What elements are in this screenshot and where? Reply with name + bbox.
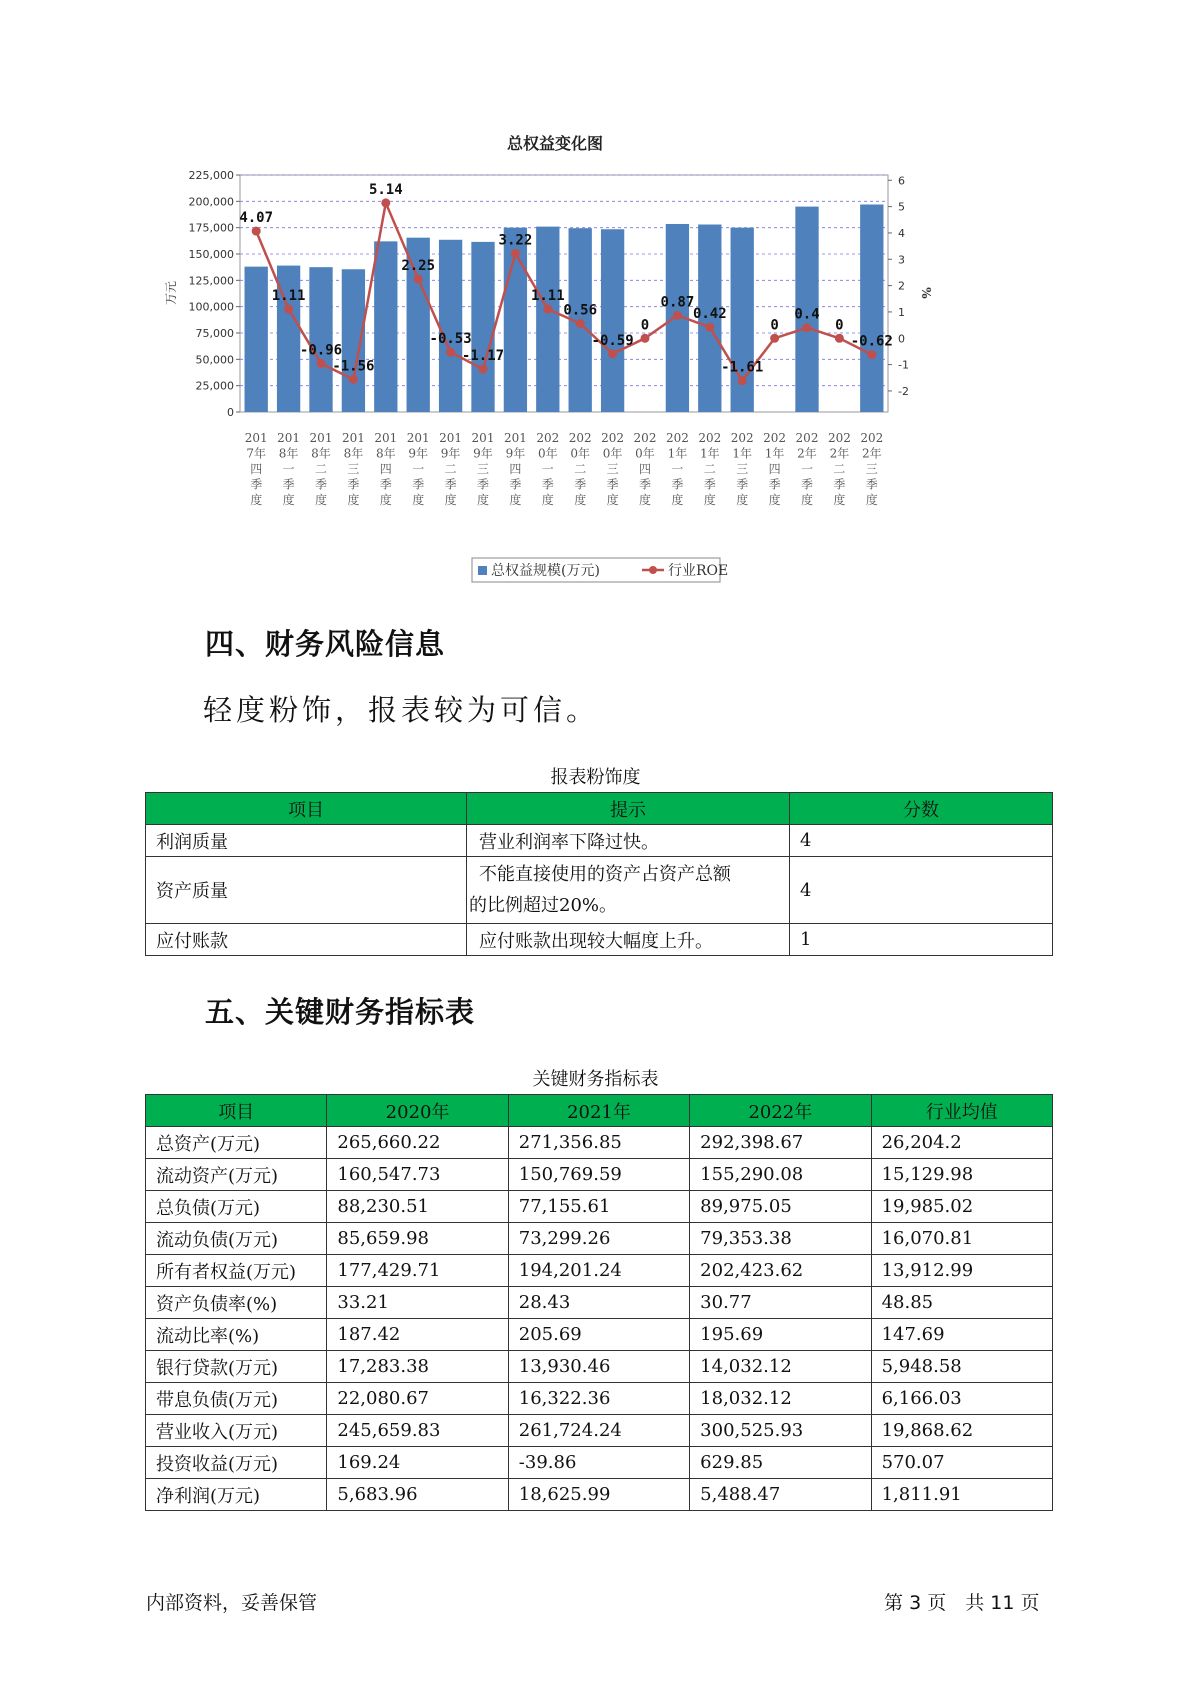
x-tick-label: 度 xyxy=(250,493,263,507)
roe-point xyxy=(446,348,455,357)
roe-point xyxy=(608,349,617,358)
table-cell: 77,155.61 xyxy=(508,1191,689,1223)
x-tick-label: 1年 xyxy=(764,446,785,461)
x-tick-label: 二 xyxy=(444,462,457,476)
roe-data-label: -1.17 xyxy=(461,348,505,365)
table-cell: 应付账款 xyxy=(146,924,467,956)
table-cell: 总资产(万元) xyxy=(146,1127,327,1159)
y2-tick-label: 0 xyxy=(898,332,905,346)
table-cell: 89,975.05 xyxy=(690,1191,871,1223)
y-tick-label: 75,000 xyxy=(195,327,234,340)
x-tick-label: 202 xyxy=(698,431,722,445)
table-cell: 202,423.62 xyxy=(690,1255,871,1287)
x-tick-label: 季 xyxy=(800,477,814,492)
roe-data-label: 0.87 xyxy=(660,294,695,311)
table-cell: 所有者权益(万元) xyxy=(146,1255,327,1287)
table-cell: 271,356.85 xyxy=(508,1127,689,1159)
roe-point xyxy=(284,305,293,314)
table-cell: 流动资产(万元) xyxy=(146,1159,327,1191)
x-tick-label: 9年 xyxy=(473,446,493,461)
table-cell: 292,398.67 xyxy=(690,1127,871,1159)
equity-change-chart xyxy=(150,135,970,595)
table-cell: 28.43 xyxy=(508,1287,689,1319)
table-cell: 19,868.62 xyxy=(871,1415,1052,1447)
table-cell: 160,547.73 xyxy=(327,1159,508,1191)
x-tick-label: 度 xyxy=(476,493,490,507)
bar xyxy=(374,241,397,412)
y-tick-label: 0 xyxy=(227,406,234,419)
x-tick-label: 度 xyxy=(412,493,425,507)
y2-tick-label: 6 xyxy=(898,174,905,188)
table-cell: 15,129.98 xyxy=(871,1159,1052,1191)
roe-data-label: 0.42 xyxy=(692,306,727,323)
table-cell: 总负债(万元) xyxy=(146,1191,327,1223)
roe-data-label: 0.56 xyxy=(563,302,598,319)
roe-point xyxy=(867,350,876,359)
x-tick-label: 季 xyxy=(379,477,392,492)
roe-data-label: 0 xyxy=(770,317,779,334)
x-tick-label: 二 xyxy=(314,462,328,476)
table-cell: 18,625.99 xyxy=(508,1479,689,1511)
x-tick-label: 201 xyxy=(439,431,463,445)
y-tick-label: 100,000 xyxy=(188,300,234,314)
x-tick-label: 季 xyxy=(574,477,587,492)
table-row xyxy=(146,1415,1053,1447)
x-tick-label: 一 xyxy=(800,462,814,476)
roe-data-label: -1.56 xyxy=(332,358,375,375)
y-tick-label: 175,000 xyxy=(188,221,234,235)
y2-tick-label: 4 xyxy=(898,226,905,240)
table-row xyxy=(146,857,1053,924)
x-tick-label: 度 xyxy=(703,493,716,507)
table-cell: 带息负债(万元) xyxy=(146,1383,327,1415)
table-row xyxy=(146,924,1053,956)
hint-text: 营业利润率下降过快。 xyxy=(479,831,659,853)
table-row xyxy=(146,1191,1053,1223)
y-tick-label: 150,000 xyxy=(188,248,234,261)
table-cell: 资产负债率(%) xyxy=(146,1287,327,1319)
x-tick-label: 201 xyxy=(471,431,495,445)
x-tick-label: 四 xyxy=(768,462,781,476)
roe-data-label: -1.61 xyxy=(721,359,764,376)
x-tick-label: 一 xyxy=(541,462,554,476)
table-cell: 5,683.96 xyxy=(327,1479,508,1511)
roe-point xyxy=(252,227,261,236)
bar xyxy=(471,242,494,412)
roe-data-label: -0.62 xyxy=(850,333,893,350)
x-tick-label: 季 xyxy=(250,477,263,492)
x-tick-label: 9年 xyxy=(505,446,526,461)
table-cell xyxy=(467,825,790,857)
x-tick-label: 201 xyxy=(503,431,527,445)
table-cell: 净利润(万元) xyxy=(146,1479,327,1511)
x-tick-label: 二 xyxy=(703,462,716,476)
table-cell: 1 xyxy=(790,924,1053,956)
y2-tick-label: -1 xyxy=(898,358,909,372)
roe-data-label: 0 xyxy=(640,317,650,334)
table-cell: 6,166.03 xyxy=(871,1383,1052,1415)
bar xyxy=(245,267,268,412)
x-tick-label: 季 xyxy=(541,477,554,492)
x-tick-label: 四 xyxy=(379,462,392,476)
table-cell: 169.24 xyxy=(327,1447,508,1479)
hint-text: 不能直接使用的资产占资产总额 xyxy=(479,864,731,885)
x-tick-label: 201 xyxy=(374,431,398,445)
key-indicators-table xyxy=(145,1094,1053,1511)
table-cell: 16,322.36 xyxy=(508,1383,689,1415)
table-cell: 银行贷款(万元) xyxy=(146,1351,327,1383)
x-tick-label: 2年 xyxy=(861,446,882,461)
table-cell: 33.21 xyxy=(327,1287,508,1319)
table-row xyxy=(146,1447,1053,1479)
x-tick-label: 202 xyxy=(860,431,884,445)
x-tick-label: 7年 xyxy=(246,446,267,461)
table-cell: 205.69 xyxy=(508,1319,689,1351)
x-tick-label: 度 xyxy=(282,493,295,507)
table-cell: 30.77 xyxy=(690,1287,871,1319)
x-tick-label: 度 xyxy=(379,493,392,507)
x-tick-label: 度 xyxy=(541,493,554,507)
x-tick-label: 季 xyxy=(314,477,328,492)
x-tick-label: 202 xyxy=(795,431,819,445)
roe-point xyxy=(511,249,520,258)
x-tick-label: 度 xyxy=(574,493,587,507)
table-cell: 147.69 xyxy=(871,1319,1052,1351)
roe-data-label: -0.59 xyxy=(591,332,634,349)
table-cell: 投资收益(万元) xyxy=(146,1447,327,1479)
x-tick-label: 202 xyxy=(601,431,625,445)
table-cell: 265,660.22 xyxy=(327,1127,508,1159)
table-cell: 流动比率(%) xyxy=(146,1319,327,1351)
legend-line-marker xyxy=(649,566,657,574)
x-tick-label: 四 xyxy=(509,462,522,476)
roe-data-label: 5.14 xyxy=(368,181,403,198)
column-header: 2022年 xyxy=(690,1095,871,1127)
table-cell: 5,488.47 xyxy=(690,1479,871,1511)
y-tick-label: 125,000 xyxy=(188,274,234,288)
table-cell: 13,930.46 xyxy=(508,1351,689,1383)
table-cell: 利润质量 xyxy=(146,825,467,857)
x-tick-label: 季 xyxy=(703,477,716,492)
table-row xyxy=(146,1223,1053,1255)
table-cell: 155,290.08 xyxy=(690,1159,871,1191)
x-tick-label: 季 xyxy=(509,477,522,492)
y-tick-label: 50,000 xyxy=(195,353,234,367)
x-tick-label: 度 xyxy=(800,493,814,507)
roe-point xyxy=(770,334,779,343)
x-tick-label: 三 xyxy=(865,462,878,476)
section-heading-risk: 四、财务风险信息 xyxy=(205,627,446,661)
x-tick-label: 8年 xyxy=(343,446,364,461)
x-tick-label: 度 xyxy=(768,493,781,507)
roe-point xyxy=(576,319,585,328)
table-cell: 177,429.71 xyxy=(327,1255,508,1287)
table-row xyxy=(146,1479,1053,1511)
table-cell: 79,353.38 xyxy=(690,1223,871,1255)
x-tick-label: 四 xyxy=(638,462,652,476)
bar xyxy=(601,229,624,412)
x-tick-label: 1年 xyxy=(699,446,720,461)
bar xyxy=(439,240,462,412)
table-cell: -39.86 xyxy=(508,1447,689,1479)
table-caption-indicators: 关键财务指标表 xyxy=(532,1069,659,1090)
table-cell: 4 xyxy=(790,825,1053,857)
table-row xyxy=(146,1287,1053,1319)
legend-line-label: 行业ROE xyxy=(668,563,729,579)
roe-point xyxy=(543,305,552,314)
x-tick-label: 202 xyxy=(665,431,689,445)
x-tick-label: 度 xyxy=(833,493,846,507)
x-tick-label: 一 xyxy=(412,462,425,476)
y2-axis-label: % xyxy=(919,287,933,299)
x-tick-label: 9年 xyxy=(408,446,429,461)
column-header: 项目 xyxy=(146,793,467,825)
table-row xyxy=(146,1127,1053,1159)
roe-point xyxy=(705,323,714,332)
roe-data-label: 4.07 xyxy=(239,210,274,227)
column-header: 提示 xyxy=(467,793,790,825)
table-row xyxy=(146,1319,1053,1351)
table-cell: 5,948.58 xyxy=(871,1351,1052,1383)
y2-tick-label: 3 xyxy=(898,253,905,267)
table-cell: 73,299.26 xyxy=(508,1223,689,1255)
bar xyxy=(536,227,559,412)
table-cell: 187.42 xyxy=(327,1319,508,1351)
table-caption-whitewash: 报表粉饰度 xyxy=(550,767,641,788)
x-tick-label: 2年 xyxy=(797,446,817,461)
x-tick-label: 四 xyxy=(250,462,263,476)
x-tick-label: 度 xyxy=(638,493,652,507)
x-tick-label: 三 xyxy=(606,462,619,476)
roe-data-label: 1.11 xyxy=(271,288,306,305)
x-tick-label: 8年 xyxy=(311,446,331,461)
column-header: 2021年 xyxy=(508,1095,689,1127)
page-number xyxy=(884,1588,1040,1615)
x-tick-label: 季 xyxy=(412,477,425,492)
table-cell: 4 xyxy=(790,857,1053,924)
x-tick-label: 季 xyxy=(736,477,749,492)
table-cell xyxy=(467,924,790,956)
x-tick-label: 1年 xyxy=(732,446,753,461)
table-cell: 195.69 xyxy=(690,1319,871,1351)
x-tick-label: 季 xyxy=(606,477,619,492)
x-tick-label: 0年 xyxy=(602,446,623,461)
table-cell: 营业收入(万元) xyxy=(146,1415,327,1447)
x-tick-label: 三 xyxy=(736,462,749,476)
roe-data-label: 3.22 xyxy=(498,232,533,249)
table-cell: 150,769.59 xyxy=(508,1159,689,1191)
x-tick-label: 201 xyxy=(244,431,268,445)
x-tick-label: 二 xyxy=(574,462,587,476)
table-cell: 17,283.38 xyxy=(327,1351,508,1383)
table-cell: 1,811.91 xyxy=(871,1479,1052,1511)
roe-data-label: -0.53 xyxy=(429,331,472,348)
x-tick-label: 202 xyxy=(633,431,657,445)
roe-data-label: 2.25 xyxy=(401,258,436,275)
table-cell: 194,201.24 xyxy=(508,1255,689,1287)
x-tick-label: 201 xyxy=(277,431,301,445)
footer-confidential: 内部资料，妥善保管 xyxy=(146,1592,318,1614)
bar xyxy=(309,267,332,412)
y2-tick-label: -2 xyxy=(898,384,909,398)
x-tick-label: 季 xyxy=(444,477,457,492)
roe-data-label: 1.11 xyxy=(530,288,565,305)
page-prefix: 第 xyxy=(884,1592,904,1614)
x-tick-label: 度 xyxy=(509,493,522,507)
x-tick-label: 季 xyxy=(768,477,781,492)
table-cell: 流动负债(万元) xyxy=(146,1223,327,1255)
table-cell: 16,070.81 xyxy=(871,1223,1052,1255)
table-cell: 18,032.12 xyxy=(690,1383,871,1415)
x-tick-label: 9年 xyxy=(440,446,461,461)
x-tick-label: 0年 xyxy=(537,446,558,461)
page-total: 11 xyxy=(990,1592,1015,1614)
column-header: 2020年 xyxy=(327,1095,508,1127)
table-cell: 300,525.93 xyxy=(690,1415,871,1447)
x-tick-label: 度 xyxy=(865,493,878,507)
roe-point xyxy=(803,323,812,332)
table-cell: 570.07 xyxy=(871,1447,1052,1479)
y-tick-label: 25,000 xyxy=(195,379,234,393)
roe-data-label: -0.96 xyxy=(299,342,343,359)
x-tick-label: 202 xyxy=(536,431,560,445)
table-cell: 48.85 xyxy=(871,1287,1052,1319)
chart-title: 总权益变化图 xyxy=(506,135,604,153)
legend-bar-swatch xyxy=(478,566,487,575)
x-tick-label: 202 xyxy=(568,431,592,445)
y2-tick-label: 2 xyxy=(898,279,905,293)
table-header-row xyxy=(146,793,1053,825)
table-row xyxy=(146,1383,1053,1415)
roe-point xyxy=(835,334,844,343)
table-cell: 14,032.12 xyxy=(690,1351,871,1383)
column-header: 项目 xyxy=(146,1095,327,1127)
column-header: 分数 xyxy=(790,793,1053,825)
x-tick-label: 202 xyxy=(730,431,754,445)
table-header-row xyxy=(146,1095,1053,1127)
x-tick-label: 201 xyxy=(341,431,365,445)
x-tick-label: 8年 xyxy=(375,446,396,461)
roe-point xyxy=(673,311,682,320)
x-tick-label: 度 xyxy=(606,493,619,507)
x-tick-label: 201 xyxy=(406,431,430,445)
x-tick-label: 8年 xyxy=(278,446,299,461)
table-cell: 88,230.51 xyxy=(327,1191,508,1223)
table-cell: 13,912.99 xyxy=(871,1255,1052,1287)
table-cell: 629.85 xyxy=(690,1447,871,1479)
table-row xyxy=(146,1351,1053,1383)
section-heading-key-indicators: 五、关键财务指标表 xyxy=(205,995,476,1029)
x-tick-label: 一 xyxy=(671,462,684,476)
x-tick-label: 202 xyxy=(827,431,851,445)
risk-summary: 轻度粉饰，报表较为可信。 xyxy=(203,693,600,727)
table-cell: 资产质量 xyxy=(146,857,467,924)
y-tick-label: 225,000 xyxy=(188,169,234,182)
x-tick-label: 2年 xyxy=(829,446,850,461)
roe-point xyxy=(414,275,423,284)
table-row xyxy=(146,825,1053,857)
x-tick-label: 季 xyxy=(638,477,652,492)
x-tick-label: 201 xyxy=(309,431,333,445)
roe-point xyxy=(641,334,650,343)
hint-text: 应付账款出现较大幅度上升。 xyxy=(479,930,713,952)
x-tick-label: 二 xyxy=(833,462,846,476)
x-tick-label: 三 xyxy=(347,462,360,476)
table-cell: 261,724.24 xyxy=(508,1415,689,1447)
y-tick-label: 200,000 xyxy=(188,195,234,209)
x-tick-label: 1年 xyxy=(667,446,688,461)
x-tick-label: 度 xyxy=(671,493,684,507)
hint-text: 的比例超过20%。 xyxy=(469,895,618,916)
x-tick-label: 季 xyxy=(476,477,490,492)
x-tick-label: 度 xyxy=(314,493,328,507)
roe-point xyxy=(738,376,747,385)
y2-tick-label: 1 xyxy=(898,305,905,319)
roe-point xyxy=(317,359,326,368)
bar xyxy=(860,204,883,412)
x-tick-label: 202 xyxy=(763,431,787,445)
y-axis-label: 万元 xyxy=(164,280,178,306)
page-middle: 页 共 xyxy=(927,1592,985,1614)
x-tick-label: 三 xyxy=(476,462,490,476)
table-row xyxy=(146,1255,1053,1287)
table-cell: 19,985.02 xyxy=(871,1191,1052,1223)
legend-bar-label: 总权益规模(万元) xyxy=(491,563,600,579)
roe-data-label: 0.4 xyxy=(794,306,820,323)
x-tick-label: 季 xyxy=(282,477,295,492)
table-cell: 245,659.83 xyxy=(327,1415,508,1447)
table-cell: 22,080.67 xyxy=(327,1383,508,1415)
table-cell xyxy=(467,857,790,924)
x-tick-label: 度 xyxy=(347,493,360,507)
table-row xyxy=(146,1159,1053,1191)
y2-tick-label: 5 xyxy=(898,200,905,214)
table-cell: 85,659.98 xyxy=(327,1223,508,1255)
page-current: 3 xyxy=(909,1592,922,1614)
x-tick-label: 0年 xyxy=(570,446,591,461)
x-tick-label: 一 xyxy=(282,462,295,476)
x-tick-label: 季 xyxy=(865,477,878,492)
x-tick-label: 季 xyxy=(347,477,360,492)
x-tick-label: 度 xyxy=(736,493,749,507)
x-tick-label: 季 xyxy=(671,477,684,492)
x-tick-label: 度 xyxy=(444,493,457,507)
roe-point xyxy=(381,198,390,207)
roe-point xyxy=(349,375,358,384)
page-suffix: 页 xyxy=(1020,1592,1040,1614)
x-tick-label: 季 xyxy=(833,477,846,492)
roe-point xyxy=(479,365,488,374)
table-cell: 26,204.2 xyxy=(871,1127,1052,1159)
whitewash-table xyxy=(145,792,1053,956)
x-tick-label: 0年 xyxy=(635,446,655,461)
roe-data-label: 0 xyxy=(835,317,844,334)
column-header: 行业均值 xyxy=(871,1095,1052,1127)
